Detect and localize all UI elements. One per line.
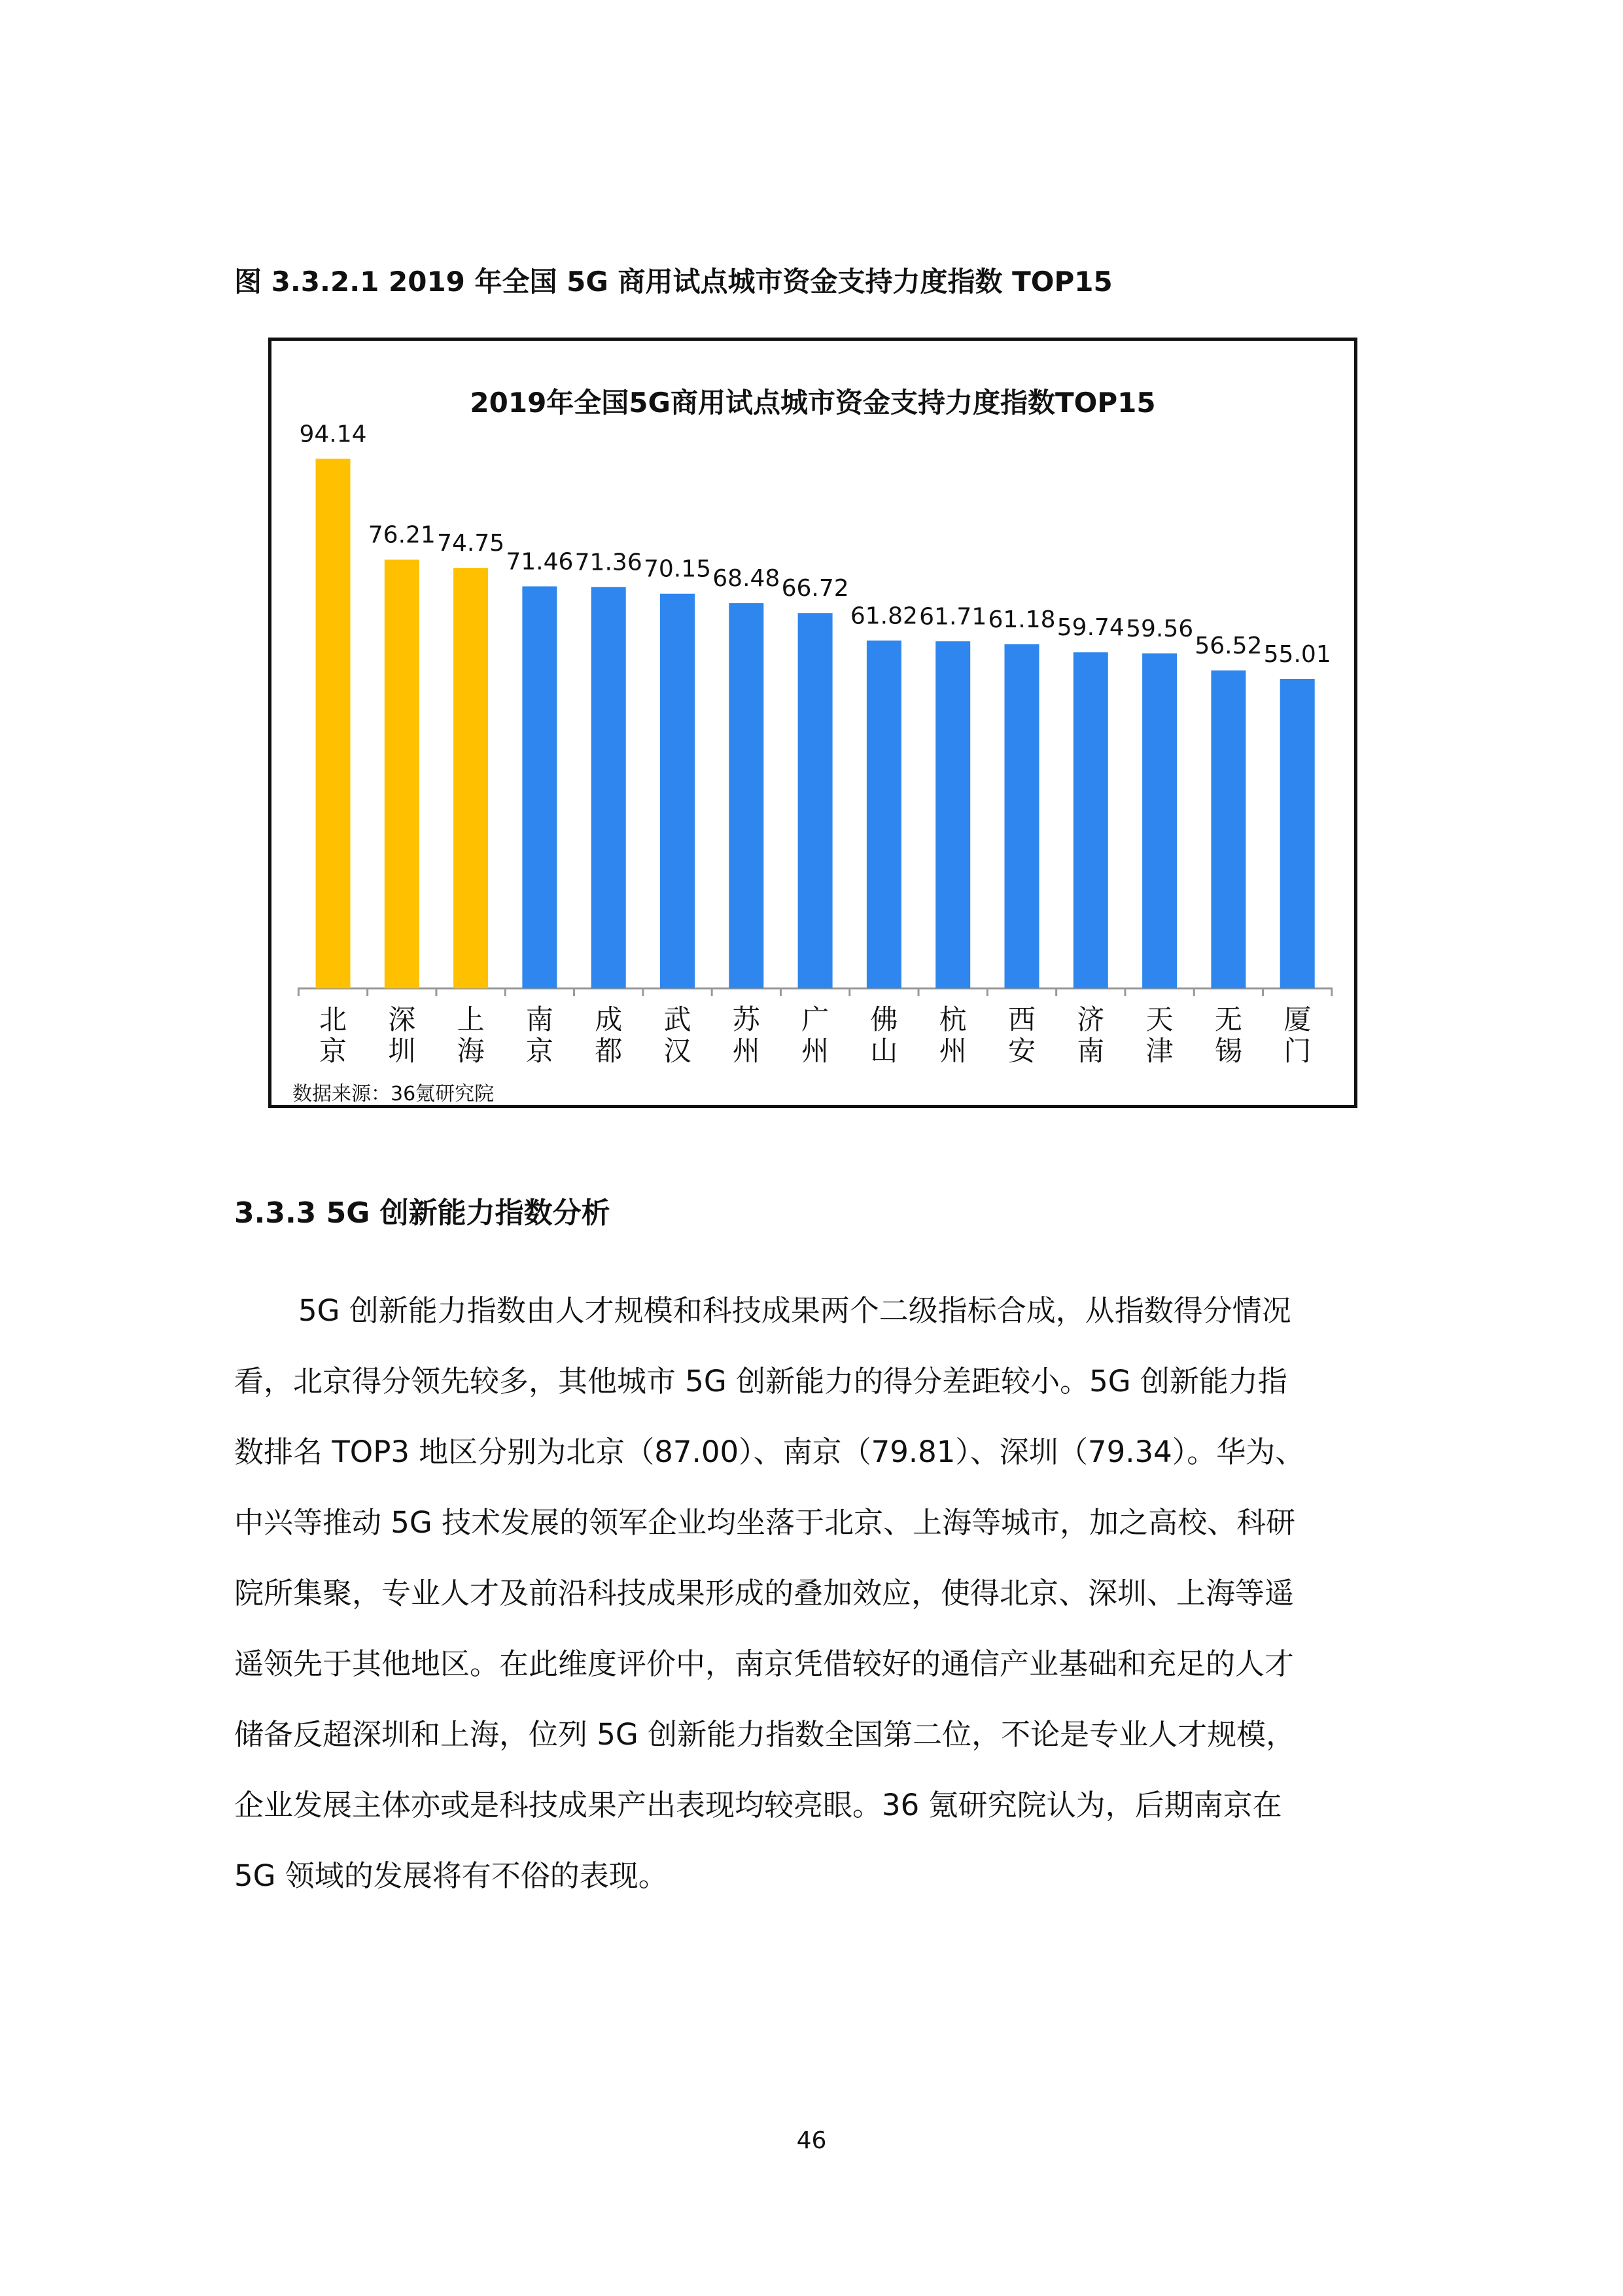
x-tick-label: 安 <box>1007 1035 1036 1067</box>
paragraph-line: 中兴等推动 5G 技术发展的领军企业均坐落于北京、上海等城市，加之高校、科研 <box>234 1505 1296 1540</box>
x-tick-label: 圳 <box>388 1035 416 1067</box>
data-label: 56.52 <box>1195 632 1263 659</box>
bar <box>385 560 419 988</box>
data-label: 71.46 <box>506 548 574 576</box>
x-tick-label: 天 <box>1145 1003 1174 1035</box>
data-label: 94.14 <box>299 421 367 448</box>
x-tick-label: 津 <box>1145 1035 1174 1067</box>
chart-title: 2019年全国5G商用试点城市资金支持力度指数TOP15 <box>470 387 1156 419</box>
body-paragraph <box>234 1276 1399 1911</box>
x-tick-label: 州 <box>801 1035 829 1067</box>
data-label: 66.72 <box>781 575 849 602</box>
chart-plot <box>271 341 1354 1105</box>
section-heading: 3.3.3 5G 创新能力指数分析 <box>234 1196 610 1230</box>
paragraph-line: 看，北京得分领先较多，其他城市 5G 创新能力的得分差距较小。5G 创新能力指 <box>234 1364 1287 1399</box>
x-tick-label: 杭 <box>939 1003 967 1035</box>
data-label: 61.71 <box>919 603 987 631</box>
x-tick-label: 北 <box>319 1003 347 1035</box>
x-tick-label: 京 <box>525 1035 553 1067</box>
bar <box>1073 652 1108 988</box>
data-label: 70.15 <box>643 555 712 583</box>
data-label: 74.75 <box>437 530 505 557</box>
x-tick-label: 南 <box>1077 1035 1105 1067</box>
data-label: 68.48 <box>712 565 780 593</box>
x-tick-label: 京 <box>319 1035 347 1067</box>
x-tick-label: 佛 <box>870 1003 898 1035</box>
x-tick-label: 上 <box>457 1003 485 1035</box>
x-tick-label: 门 <box>1283 1035 1312 1067</box>
x-tick-label: 都 <box>595 1035 623 1067</box>
bar <box>316 459 351 988</box>
bar <box>522 586 557 988</box>
bar <box>453 568 488 988</box>
figure-caption: 图 3.3.2.1 2019 年全国 5G 商用试点城市资金支持力度指数 TOP15 <box>234 266 1113 298</box>
x-tick-label: 武 <box>663 1003 691 1035</box>
data-label: 76.21 <box>368 521 436 549</box>
bar <box>798 613 833 988</box>
bar-chart <box>268 338 1357 1108</box>
paragraph-line: 5G 领域的发展将有不俗的表现。 <box>234 1858 668 1893</box>
x-tick-label: 成 <box>595 1003 623 1035</box>
x-tick-label: 州 <box>732 1035 760 1067</box>
bar <box>1211 670 1246 988</box>
paragraph-line: 储备反超深圳和上海，位列 5G 创新能力指数全国第二位，不论是专业人才规模， <box>234 1717 1296 1752</box>
x-tick-label: 海 <box>457 1035 485 1067</box>
data-label: 59.56 <box>1126 615 1194 642</box>
x-tick-label: 广 <box>801 1003 829 1035</box>
x-tick-label: 西 <box>1007 1003 1036 1035</box>
page-number: 46 <box>796 2127 827 2154</box>
bar <box>867 640 901 988</box>
bar <box>660 594 695 988</box>
paragraph-line: 企业发展主体亦或是科技成果产出表现均较亮眼。36 氪研究院认为，后期南京在 <box>234 1788 1282 1822</box>
bar <box>1005 644 1039 988</box>
data-label: 71.36 <box>574 549 642 576</box>
x-tick-label: 州 <box>939 1035 967 1067</box>
chart-source: 数据来源：36氪研究院 <box>292 1083 495 1105</box>
x-tick-label: 深 <box>388 1003 416 1035</box>
x-tick-label: 济 <box>1077 1003 1105 1035</box>
x-tick-label: 苏 <box>732 1003 760 1035</box>
paragraph-line: 5G 创新能力指数由人才规模和科技成果两个二级指标合成，从指数得分情况 <box>298 1293 1291 1328</box>
bar <box>591 587 626 988</box>
x-tick-label: 锡 <box>1214 1035 1242 1067</box>
bar <box>729 603 763 988</box>
data-label: 61.18 <box>988 606 1056 633</box>
x-tick-label: 厦 <box>1283 1003 1312 1035</box>
bar <box>1142 653 1177 988</box>
paragraph-line: 遥领先于其他地区。在此维度评价中，南京凭借较好的通信产业基础和充足的人才 <box>234 1646 1295 1681</box>
paragraph-line: 院所集聚，专业人才及前沿科技成果形成的叠加效应，使得北京、深圳、上海等遥 <box>234 1576 1295 1610</box>
data-label: 61.82 <box>850 602 918 630</box>
x-tick-label: 无 <box>1214 1003 1242 1035</box>
bar <box>935 641 970 988</box>
x-tick-label: 汉 <box>663 1035 691 1067</box>
x-tick-label: 南 <box>525 1003 553 1035</box>
bar <box>1280 679 1315 988</box>
paragraph-line: 数排名 TOP3 地区分别为北京（87.00）、南京（79.81）、深圳（79.34）。华为、 <box>234 1435 1305 1469</box>
x-tick-label: 山 <box>870 1035 898 1067</box>
data-label: 55.01 <box>1263 640 1331 668</box>
data-label: 59.74 <box>1056 614 1125 642</box>
